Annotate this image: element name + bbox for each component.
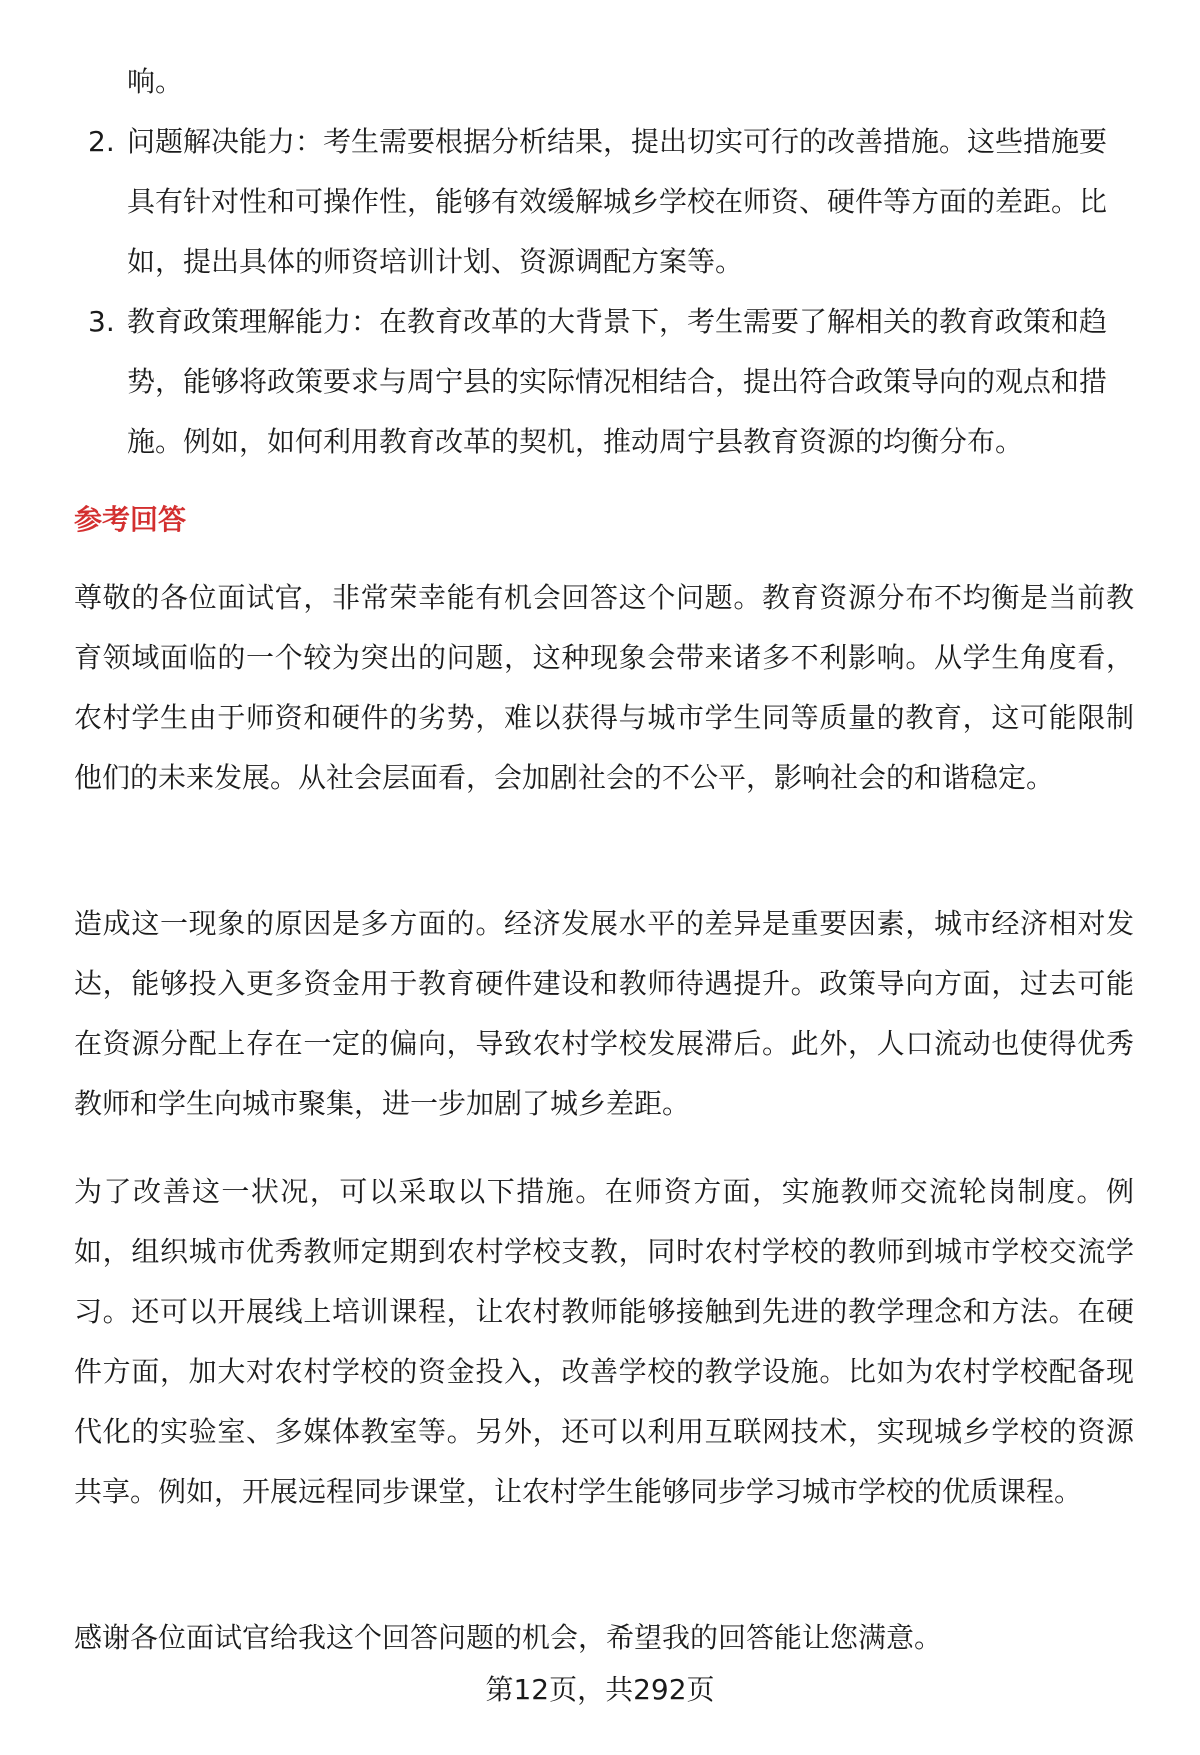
list-item-text: 教育政策理解能力：在教育改革的大背景下，考生需要了解相关的教育政策和趋势，能够将政策要求与周宁县的实际情况相结合，提出符合政策导向的观点和措施。例如，如何利用教育改革的契机，推动周宁县教育资源的均衡分布。 — [127, 305, 1108, 458]
list-number: 3. — [88, 305, 115, 338]
numbered-list — [74, 52, 1134, 472]
paragraph: 感谢各位面试官给我这个回答问题的机会，希望我的回答能让您满意。 — [74, 1621, 943, 1654]
list-item — [74, 292, 1134, 472]
list-item — [74, 112, 1134, 292]
list-continuation: 响。 — [127, 65, 184, 98]
section-title: 参考回答 — [74, 503, 187, 536]
page-number: 第12页，共292页 — [485, 1673, 715, 1706]
list-number: 2. — [88, 125, 115, 158]
paragraph: 造成这一现象的原因是多方面的。经济发展水平的差异是重要因素，城市经济相对发达，能够投入更多资金用于教育硬件建设和教师待遇提升。政策导向方面，过去可能在资源分配上存在一定的偏向，导致农村学校发展滞后。此外，人口流动也使得优秀教师和学生向城市聚集，进一步加剧了城乡差距。 — [74, 907, 1134, 1120]
paragraph: 尊敬的各位面试官，非常荣幸能有机会回答这个问题。教育资源分布不均衡是当前教育领域面临的一个较为突出的问题，这种现象会带来诸多不利影响。从学生角度看，农村学生由于师资和硬件的劣势，难以获得与城市学生同等质量的教育，这可能限制他们的未来发展。从社会层面看，会加剧社会的不公平，影响社会的和谐稳定。 — [74, 581, 1134, 794]
list-item-text: 问题解决能力：考生需要根据分析结果，提出切实可行的改善措施。这些措施要具有针对性和可操作性，能够有效缓解城乡学校在师资、硬件等方面的差距。比如，提出具体的师资培训计划、资源调配方案等。 — [127, 125, 1108, 278]
paragraph: 为了改善这一状况，可以采取以下措施。在师资方面，实施教师交流轮岗制度。例如，组织城市优秀教师定期到农村学校支教，同时农村学校的教师到城市学校交流学习。还可以开展线上培训课程，让农村教师能够接触到先进的教学理念和方法。在硬件方面，加大对农村学校的资金投入，改善学校的教学设施。比如为农村学校配备现代化的实验室、多媒体教室等。另外，还可以利用互联网技术，实现城乡学校的资源共享。例如，开展远程同步课堂，让农村学生能够同步学习城市学校的优质课程。 — [74, 1175, 1134, 1508]
